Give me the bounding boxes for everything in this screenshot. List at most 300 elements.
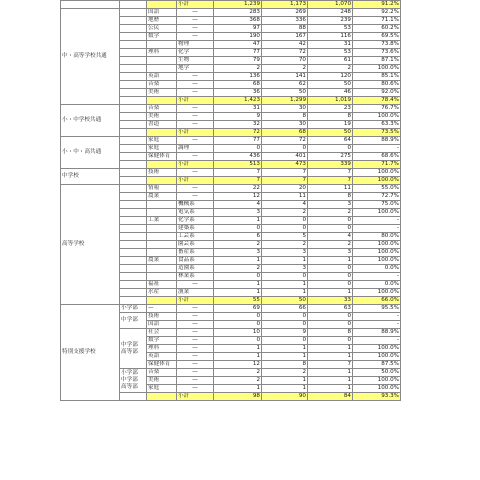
rate-cell: - [353, 217, 401, 225]
subcategory-cell: 小計 [177, 1, 214, 9]
passers-cell: 1 [308, 377, 353, 385]
applicants-cell: 10 [214, 329, 262, 337]
empty-cell [120, 129, 147, 137]
spreadsheet [60, 0, 401, 401]
empty-cell [120, 105, 147, 113]
rate-cell: 60.2% [353, 25, 401, 33]
rate-cell: 69.5% [353, 33, 401, 41]
subject-cell [147, 265, 177, 273]
passers-cell: 1 [308, 257, 353, 265]
passers-cell: 84 [308, 393, 353, 401]
examinees-cell: 7 [262, 169, 308, 177]
applicants-cell: 7 [214, 177, 262, 185]
subject-cell: 保健体育 [147, 361, 177, 369]
subject-cell: 音楽 [147, 369, 177, 377]
subcategory-cell: — [177, 281, 214, 289]
rate-cell: 92.0% [353, 89, 401, 97]
rate-cell: 92.2% [353, 9, 401, 17]
applicants-cell: 69 [214, 305, 262, 313]
applicants-cell: 0 [214, 313, 262, 321]
rate-cell: 87.5% [353, 361, 401, 369]
examinees-cell: 30 [262, 105, 308, 113]
empty-cell [120, 217, 147, 225]
examinees-cell: 473 [262, 161, 308, 169]
subject-cell: 理科 [147, 49, 177, 57]
empty-cell [120, 161, 147, 169]
rate-cell: 91.2% [353, 1, 401, 9]
examinees-cell: 8 [262, 113, 308, 121]
rate-cell: 73.6% [353, 49, 401, 57]
subcategory-cell: 小計 [177, 177, 214, 185]
applicants-cell: 2 [214, 65, 262, 73]
rate-cell: 87.1% [353, 57, 401, 65]
applicants-cell: 12 [214, 193, 262, 201]
passers-cell: 19 [308, 121, 353, 129]
subject-cell: 家庭 [147, 137, 177, 145]
subcategory-cell: — [177, 329, 214, 337]
examinees-cell: 50 [262, 89, 308, 97]
passers-cell: 3 [308, 201, 353, 209]
subject-cell: 工業 [147, 217, 177, 225]
subject-cell: 英語 [147, 353, 177, 361]
empty-cell [120, 297, 147, 305]
subcategory-cell: — [177, 313, 214, 321]
passers-cell: 4 [308, 233, 353, 241]
subcategory-cell: — [177, 305, 214, 313]
applicants-cell: 0 [214, 225, 262, 233]
examinees-cell: 66 [262, 305, 308, 313]
rate-cell: 78.4% [353, 97, 401, 105]
subject-cell: 公民 [147, 25, 177, 33]
examinees-cell: 20 [262, 185, 308, 193]
subject-cell: 美術 [147, 377, 177, 385]
examinees-cell: 0 [262, 273, 308, 281]
subcategory-cell: — [177, 105, 214, 113]
examinees-cell: 50 [262, 297, 308, 305]
subject-cell: 社会 [147, 329, 177, 337]
examinees-cell: 141 [262, 73, 308, 81]
applicants-cell: 1 [214, 257, 262, 265]
subject-cell [147, 65, 177, 73]
subcategory-cell: 電気系 [177, 209, 214, 217]
subject-cell: 数学 [147, 33, 177, 41]
subject-cell: 技術 [147, 313, 177, 321]
rate-cell: - [353, 337, 401, 345]
subcategory-cell: — [177, 81, 214, 89]
subject-cell [147, 393, 177, 401]
applicants-cell: 1 [214, 289, 262, 297]
empty-cell [120, 137, 147, 145]
passers-cell: 2 [308, 241, 353, 249]
subcategory-cell: — [177, 169, 214, 177]
rate-cell: 100.0% [353, 385, 401, 393]
rate-cell: 73.8% [353, 41, 401, 49]
applicants-cell: 2 [214, 377, 262, 385]
applicants-cell: 1,239 [214, 1, 262, 9]
rate-cell: 95.5% [353, 305, 401, 313]
rate-cell: - [353, 273, 401, 281]
empty-cell [120, 289, 147, 297]
applicants-cell: 12 [214, 361, 262, 369]
subject-cell [147, 233, 177, 241]
subcategory-cell: — [177, 377, 214, 385]
examinees-cell: 1 [262, 289, 308, 297]
subject-cell [147, 97, 177, 105]
rate-cell: 50.0% [353, 369, 401, 377]
applicants-cell: 68 [214, 81, 262, 89]
group-label: 高等学校 [61, 185, 120, 305]
examinees-cell: 30 [262, 121, 308, 129]
applicants-cell: 77 [214, 49, 262, 57]
applicants-cell: 98 [214, 393, 262, 401]
subject-cell [147, 225, 177, 233]
passers-cell: 1 [308, 385, 353, 393]
subject-cell: 地歴 [147, 17, 177, 25]
passers-cell: 0 [308, 337, 353, 345]
subject-cell: 技術 [147, 169, 177, 177]
passers-cell: 0 [308, 265, 353, 273]
examinees-cell: 2 [262, 65, 308, 73]
passers-cell: 8 [308, 329, 353, 337]
subcategory-cell: — [177, 25, 214, 33]
passers-cell: 248 [308, 9, 353, 17]
rate-cell: - [353, 313, 401, 321]
examinees-cell: 68 [262, 129, 308, 137]
rate-cell: - [353, 145, 401, 153]
examinees-cell: 269 [262, 9, 308, 17]
rate-cell: 100.0% [353, 241, 401, 249]
applicants-cell: 1 [214, 385, 262, 393]
rate-cell: 100.0% [353, 249, 401, 257]
subject-cell: 美術 [147, 113, 177, 121]
rate-cell: - [353, 225, 401, 233]
empty-cell [120, 73, 147, 81]
passers-cell: 23 [308, 105, 353, 113]
empty-cell [120, 41, 147, 49]
empty-cell [120, 1, 147, 9]
passers-cell: 0 [308, 217, 353, 225]
subject-cell: 美術 [147, 89, 177, 97]
empty-cell [120, 25, 147, 33]
examinees-cell: 7 [262, 177, 308, 185]
group-label: 特別支援学校 [61, 305, 120, 401]
subcategory-cell: 畜産系 [177, 249, 214, 257]
examinees-cell: 1 [262, 377, 308, 385]
subject-cell [147, 57, 177, 65]
subcategory-cell: — [177, 185, 214, 193]
examinees-cell: 88 [262, 25, 308, 33]
applicants-cell: 47 [214, 41, 262, 49]
subcategory-cell: — [177, 345, 214, 353]
passers-cell: 50 [308, 81, 353, 89]
passers-cell: 64 [308, 137, 353, 145]
rate-cell: 100.0% [353, 169, 401, 177]
passers-cell: 2 [308, 65, 353, 73]
passers-cell: 7 [308, 177, 353, 185]
table-row [61, 169, 401, 177]
empty-cell [120, 201, 147, 209]
subcategory-cell: — [177, 9, 214, 17]
subject-cell [147, 249, 177, 257]
passers-cell: 1 [308, 353, 353, 361]
passers-cell: 63 [308, 305, 353, 313]
empty-cell [120, 97, 147, 105]
examinees-cell: 2 [262, 369, 308, 377]
applicants-cell: 3 [214, 249, 262, 257]
passers-cell: 0 [308, 145, 353, 153]
empty-cell [120, 89, 147, 97]
group-label: 小・中学校共通 [61, 105, 120, 137]
subject-cell: 国語 [147, 9, 177, 17]
examinees-cell: 2 [262, 241, 308, 249]
applicants-cell: 1 [214, 281, 262, 289]
rate-cell: 100.0% [353, 113, 401, 121]
subject-cell: 国語 [147, 321, 177, 329]
examinees-cell: 0 [262, 225, 308, 233]
subcategory-cell: — [177, 353, 214, 361]
subcategory-cell: 林業系 [177, 273, 214, 281]
examinees-cell: 0 [262, 321, 308, 329]
examinees-cell: 11 [262, 193, 308, 201]
applicants-cell: 136 [214, 73, 262, 81]
subject-cell: 情報 [147, 185, 177, 193]
passers-cell: 46 [308, 89, 353, 97]
rate-cell: 80.0% [353, 233, 401, 241]
examinees-cell: 1 [262, 281, 308, 289]
examinees-cell: 1 [262, 353, 308, 361]
passers-cell: 7 [308, 169, 353, 177]
empty-cell [120, 209, 147, 217]
applicants-cell: 0 [214, 273, 262, 281]
subcategory-cell: 化学 [177, 49, 214, 57]
empty-cell [120, 177, 147, 185]
examinees-cell: 1 [262, 257, 308, 265]
applicants-cell: 4 [214, 201, 262, 209]
rate-cell: 68.6% [353, 153, 401, 161]
passers-cell: 0 [308, 321, 353, 329]
rate-cell: 85.1% [353, 73, 401, 81]
subcategory-cell: 食品系 [177, 257, 214, 265]
subcategory-cell: — [177, 121, 214, 129]
passers-cell: 53 [308, 25, 353, 33]
subcategory-cell: — [177, 369, 214, 377]
empty-cell [120, 121, 147, 129]
passers-cell: 239 [308, 17, 353, 25]
passers-cell: 3 [308, 249, 353, 257]
empty-cell [120, 193, 147, 201]
rate-cell: 75.0% [353, 201, 401, 209]
passers-cell: 0 [308, 281, 353, 289]
data-table [60, 0, 401, 401]
group-label: 中・高等学校共通 [61, 9, 120, 105]
subject-cell: 英語 [147, 73, 177, 81]
applicants-cell: 97 [214, 25, 262, 33]
applicants-cell: 3 [214, 209, 262, 217]
table-row [61, 9, 401, 17]
rate-cell: 100.0% [353, 289, 401, 297]
rate-cell: 63.3% [353, 121, 401, 129]
empty-cell [120, 249, 147, 257]
subject-cell [147, 1, 177, 9]
empty-cell [120, 185, 147, 193]
applicants-cell: 0 [214, 145, 262, 153]
subcategory-cell: 地学 [177, 65, 214, 73]
empty-cell [120, 233, 147, 241]
passers-cell: 7 [308, 361, 353, 369]
rate-cell: 100.0% [353, 65, 401, 73]
applicants-cell: 36 [214, 89, 262, 97]
rate-cell: 71.7% [353, 161, 401, 169]
subcategory-cell: — [177, 137, 214, 145]
applicants-cell: 1 [214, 345, 262, 353]
examinees-cell: 90 [262, 393, 308, 401]
examinees-cell: 0 [262, 145, 308, 153]
applicants-cell: 2 [214, 265, 262, 273]
subgroup-label: 小学部 [120, 305, 147, 313]
subject-cell [147, 209, 177, 217]
subject-cell: 家庭 [147, 145, 177, 153]
applicants-cell: 1,423 [214, 97, 262, 105]
table-row [61, 185, 401, 193]
subgroup-label: 中学部 [120, 313, 147, 329]
examinees-cell: 72 [262, 49, 308, 57]
subcategory-cell: 小計 [177, 393, 214, 401]
subgroup-label: 小学部 中学部 高等部 [120, 369, 147, 393]
subject-cell: 水産 [147, 289, 177, 297]
empty-cell [120, 153, 147, 161]
subcategory-cell: — [177, 337, 214, 345]
rate-cell: 80.6% [353, 81, 401, 89]
applicants-cell: 79 [214, 57, 262, 65]
empty-cell [120, 225, 147, 233]
subject-cell [147, 297, 177, 305]
examinees-cell: 1,299 [262, 97, 308, 105]
applicants-cell: 72 [214, 129, 262, 137]
rate-cell: 100.0% [353, 377, 401, 385]
applicants-cell: 2 [214, 241, 262, 249]
subcategory-cell: 機械系 [177, 201, 214, 209]
applicants-cell: 0 [214, 321, 262, 329]
passers-cell: 2 [308, 209, 353, 217]
subject-cell: 家庭 [147, 385, 177, 393]
subcategory-cell: — [177, 73, 214, 81]
applicants-cell: 7 [214, 169, 262, 177]
passers-cell: 1 [308, 289, 353, 297]
examinees-cell: 1 [262, 385, 308, 393]
subgroup-label: 中学部 高等部 [120, 329, 147, 369]
subcategory-cell: — [177, 361, 214, 369]
group-label: 中学校 [61, 169, 120, 185]
rate-cell: 88.9% [353, 137, 401, 145]
applicants-cell: 1 [214, 353, 262, 361]
rate-cell: 0.0% [353, 265, 401, 273]
subcategory-cell: 小計 [177, 297, 214, 305]
empty-cell [120, 273, 147, 281]
subcategory-cell: — [177, 33, 214, 41]
rate-cell: 71.1% [353, 17, 401, 25]
applicants-cell: 1 [214, 217, 262, 225]
examinees-cell: 62 [262, 81, 308, 89]
passers-cell: 1,070 [308, 1, 353, 9]
examinees-cell: 4 [262, 201, 308, 209]
subcategory-cell: 小計 [177, 161, 214, 169]
applicants-cell: 2 [214, 369, 262, 377]
empty-cell [120, 257, 147, 265]
subcategory-cell: 調理 [177, 145, 214, 153]
passers-cell: 116 [308, 33, 353, 41]
rate-cell: 0.0% [353, 281, 401, 289]
subject-cell: 数学 [147, 337, 177, 345]
subcategory-cell: 造園系 [177, 265, 214, 273]
passers-cell: 120 [308, 73, 353, 81]
subcategory-cell: 物理 [177, 41, 214, 49]
rate-cell: 76.7% [353, 105, 401, 113]
passers-cell: 53 [308, 49, 353, 57]
subcategory-cell: 建築系 [177, 225, 214, 233]
subcategory-cell: — [177, 153, 214, 161]
rate-cell: 93.3% [353, 393, 401, 401]
rate-cell: 100.0% [353, 209, 401, 217]
subcategory-cell: 化学系 [177, 217, 214, 225]
subcategory-cell: — [177, 193, 214, 201]
applicants-cell: 190 [214, 33, 262, 41]
empty-cell [120, 145, 147, 153]
table-row [61, 137, 401, 145]
subject-cell [147, 201, 177, 209]
passers-cell: 0 [308, 225, 353, 233]
empty-cell [120, 169, 147, 177]
empty-cell [120, 65, 147, 73]
passers-cell: 50 [308, 129, 353, 137]
applicants-cell: 55 [214, 297, 262, 305]
applicants-cell: 513 [214, 161, 262, 169]
subject-cell: — [147, 305, 177, 313]
rate-cell: 72.7% [353, 193, 401, 201]
examinees-cell: 336 [262, 17, 308, 25]
empty-cell [61, 1, 120, 9]
passers-cell: 1 [308, 345, 353, 353]
subcategory-cell: 工芸系 [177, 233, 214, 241]
examinees-cell: 1 [262, 345, 308, 353]
table-row [61, 305, 401, 313]
subcategory-cell: 漁業 [177, 289, 214, 297]
examinees-cell: 167 [262, 33, 308, 41]
applicants-cell: 32 [214, 121, 262, 129]
examinees-cell: 2 [262, 209, 308, 217]
subtotal-row [61, 1, 401, 9]
passers-cell: 0 [308, 313, 353, 321]
passers-cell: 11 [308, 185, 353, 193]
subject-cell: 理科 [147, 345, 177, 353]
examinees-cell: 70 [262, 57, 308, 65]
passers-cell: 1,019 [308, 97, 353, 105]
examinees-cell: 5 [262, 233, 308, 241]
empty-cell [120, 265, 147, 273]
subject-cell: 保健体育 [147, 153, 177, 161]
subcategory-cell: — [177, 321, 214, 329]
examinees-cell: 3 [262, 265, 308, 273]
examinees-cell: 8 [262, 361, 308, 369]
empty-cell [120, 49, 147, 57]
empty-cell [120, 57, 147, 65]
subject-cell [147, 177, 177, 185]
examinees-cell: 0 [262, 337, 308, 345]
subcategory-cell: — [177, 89, 214, 97]
empty-cell [120, 81, 147, 89]
applicants-cell: 0 [214, 337, 262, 345]
subcategory-cell: 園芸系 [177, 241, 214, 249]
empty-cell [120, 281, 147, 289]
